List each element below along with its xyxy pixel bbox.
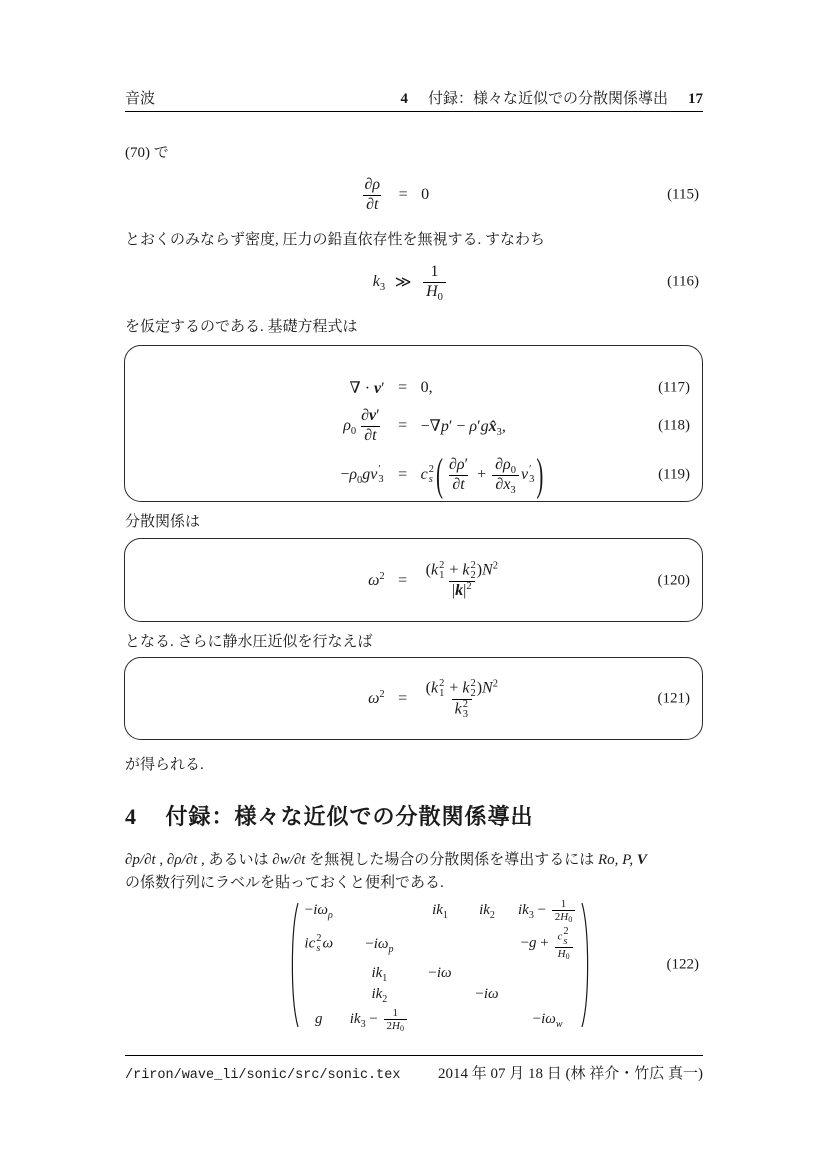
eq122-number: (122)	[666, 956, 699, 973]
box-basic-equations	[124, 345, 703, 502]
matrix-paren-left	[287, 900, 300, 1030]
section-heading	[125, 800, 703, 831]
eq120-number: (120)	[657, 572, 690, 589]
equation-117	[125, 378, 702, 398]
section-number: 4	[125, 804, 136, 829]
footer-date-authors: 2014 年 07 月 18 日 (林 祥介・竹広 真一)	[438, 1066, 703, 1082]
eq117-rhs: 0,	[420, 379, 433, 396]
eq116-rhs: $\frac{1}{H_0}$	[421, 273, 448, 290]
eq116-relation: ≫	[394, 274, 412, 291]
page-header	[125, 87, 703, 108]
box-dispersion-relation	[124, 538, 703, 622]
paragraph-assume: を仮定するのである. 基礎方程式は	[125, 319, 358, 335]
header-rule	[125, 111, 703, 112]
equation-115	[125, 173, 703, 217]
eq117-number: (117)	[658, 379, 690, 396]
appendix-line-1: ∂p/∂t , ∂ρ/∂t , あるいは ∂w/∂t を無視した場合の分散関係を導出するには Ro, P, V	[125, 852, 647, 868]
equation-122	[125, 898, 703, 1033]
matrix-grid: $-i\omega_\rho$ $ik_1$ $ik_2$ $ik_3$ − $\frac{1}{2H_0}$ ic 2 s ω $-i\omega_p$ −g + c 2 s $H_0$ $ik_1$ −iω $ik_2$ −iω g $ik_3$ − $\frac{1}{2H_0}$ $-i\omega_w$	[303, 900, 578, 1030]
eq116-number: (116)	[667, 273, 699, 290]
eq115-rhs: 0	[421, 186, 430, 203]
header-section-title: 付録：様々な近似での分散関係導出	[427, 90, 668, 107]
eq120-rhs: (k 2 1 + k 2 2 )$N^2$ $|k|^2$	[425, 560, 498, 600]
eq121-number: (121)	[657, 690, 690, 707]
eq120-relation: =	[398, 572, 408, 589]
header-title-left: 音波	[125, 90, 156, 107]
eq115-number: (115)	[667, 186, 699, 203]
eq115-relation: =	[398, 186, 408, 203]
paragraph-hydrostatic: となる. さらに静水圧近似を行なえば	[125, 634, 373, 650]
eq119-relation: =	[398, 466, 408, 483]
equation-121	[125, 676, 702, 722]
eq116-lhs: $k_3$	[372, 273, 386, 293]
eq115-lhs: $\frac{\partial\rho}{\partial t}$	[364, 176, 381, 213]
appendix-line-2: の係数行列にラベルを貼っておくと便利である.	[125, 875, 444, 891]
eq120-lhs: $\omega^2$	[368, 571, 385, 589]
eq121-relation: =	[398, 690, 408, 707]
equation-119	[125, 448, 702, 500]
box-hydrostatic-relation	[124, 657, 703, 740]
header-section-number: 4	[400, 91, 408, 107]
appendix-paragraph	[125, 849, 703, 895]
eq118-rhs: $-\nabla p' - \rho'gx̂_3$,	[420, 418, 506, 438]
eq118-relation: =	[398, 417, 408, 434]
paragraph-obtained: が得られる.	[125, 757, 204, 773]
paragraph-70: (70) で	[125, 145, 169, 161]
section-title: 付録：様々な近似での分散関係導出	[165, 804, 534, 829]
eq119-lhs: $-\rho_0gv$ ′ 3	[340, 464, 384, 486]
footer-rule	[125, 1055, 703, 1056]
matrix-paren-right	[580, 900, 593, 1030]
equation-118	[125, 406, 702, 446]
eq119-rhs: c 2 s ( $\frac{\partial\rho'}{\partial t}$ + $\frac{\partial\rho_0}{\partial x_3}$ v ′ 3 )	[420, 448, 544, 500]
header-right-group	[400, 87, 703, 108]
eq118-number: (118)	[658, 417, 690, 434]
eq121-lhs: $\omega^2$	[368, 689, 385, 707]
eq119-number: (119)	[658, 466, 690, 483]
paragraph-density: とおくのみならず密度, 圧力の鉛直依存性を無視する. すなわち	[125, 232, 546, 248]
matrix-container	[177, 898, 703, 1033]
page-footer	[125, 1062, 703, 1083]
eq118-lhs: $\rho_0$ $\frac{\partial v'}{\partial t}$	[343, 407, 380, 444]
eq117-relation: =	[398, 379, 408, 396]
eq121-rhs: (k 2 1 + k 2 2 )$N^2$ k 2 3	[425, 677, 498, 720]
equation-116	[125, 260, 703, 304]
page-number: 17	[688, 91, 703, 107]
paragraph-dispersion: 分散関係は	[125, 514, 201, 530]
equation-120	[125, 558, 702, 604]
eq117-lhs: ∇ · v′	[349, 380, 385, 397]
footer-source-path: /riron/wave_li/sonic/src/sonic.tex	[125, 1068, 401, 1083]
